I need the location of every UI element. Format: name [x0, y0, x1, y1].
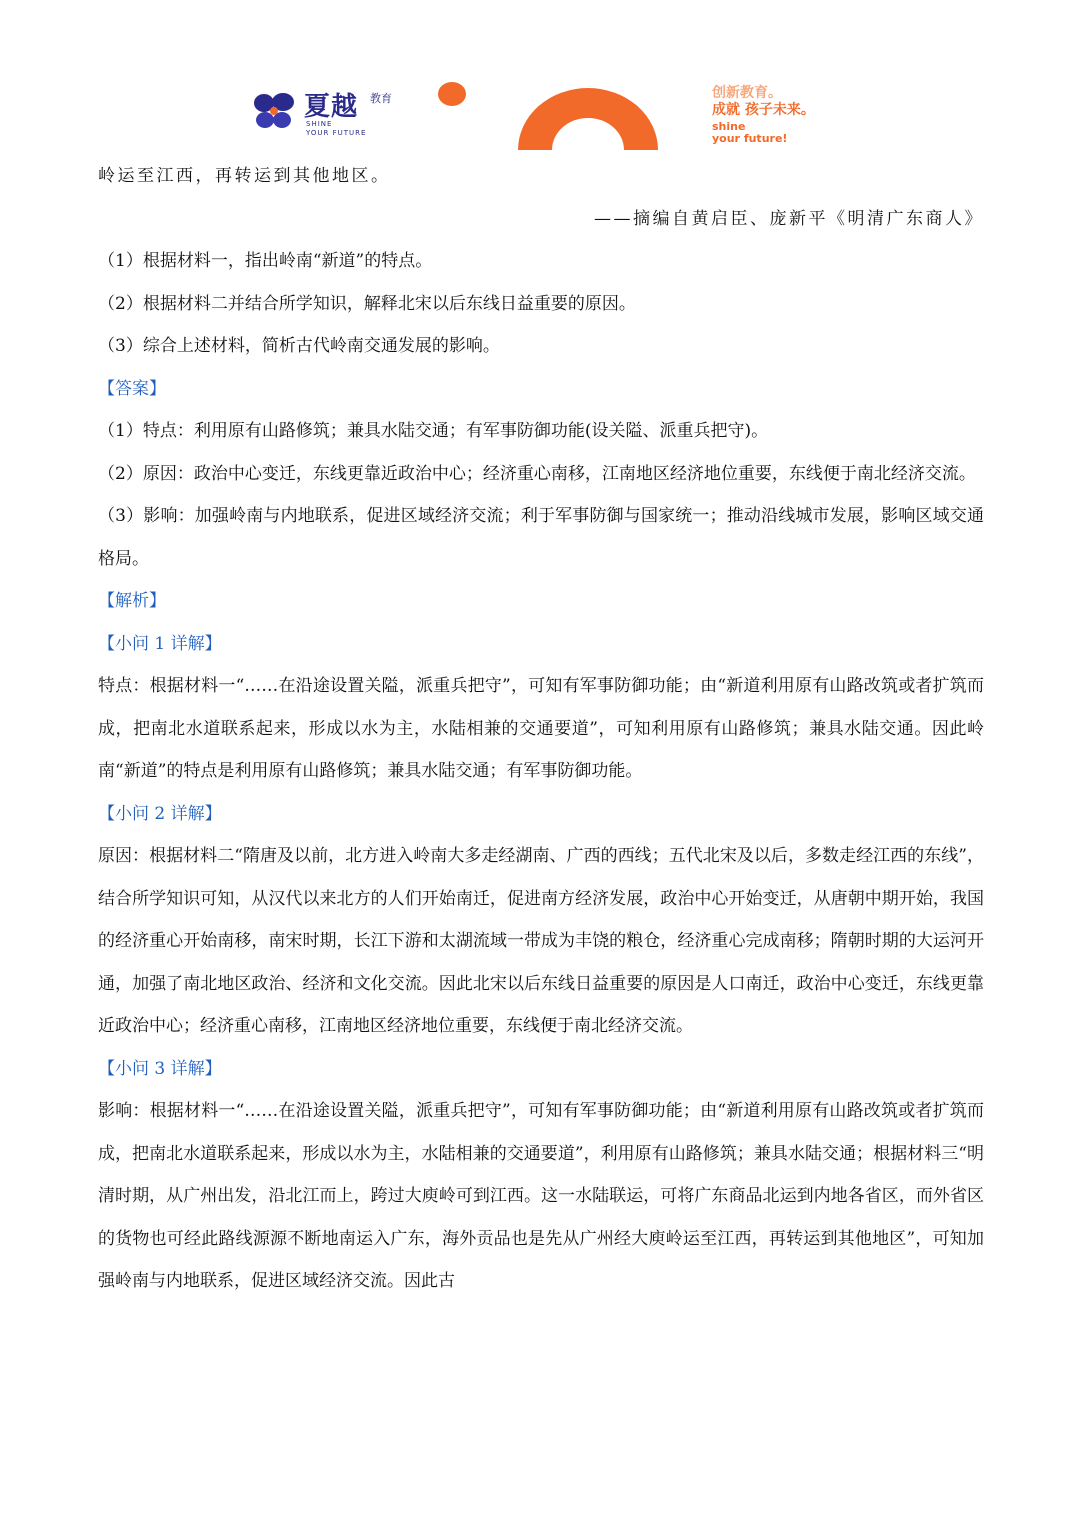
- answer-3: （3）影响：加强岭南与内地联系，促进区域经济交流；利于军事防御与国家统一；推动沿线城市发展，影响区域交通格局。: [98, 506, 984, 569]
- answer-2: （2）原因：政治中心变迁，东线更靠近政治中心；经济重心南移，江南地区经济地位重要，东线便于南北经济交流。: [98, 463, 976, 484]
- question-2: （2）根据材料二并结合所学知识，解释北宋以后东线日益重要的原因。: [98, 293, 636, 314]
- detail-1-heading: 【小问 1 详解】: [98, 633, 222, 654]
- detail-1-text: 特点：根据材料一“……在沿途设置关隘，派重兵把守”，可知有军事防御功能；由“新道利用原有山路改筑或者扩筑而成，把南北水道联系起来，形成以水为主，水陆相兼的交通要道”，可知利用原有山路修筑；兼具水陆交通。因此岭南“新道”的特点是利用原有山路修筑；兼具水陆交通；有军事防御功能。: [98, 676, 984, 781]
- slogan-line-2: 成就 孩子未来。: [712, 102, 815, 118]
- detail-3-text: 影响：根据材料一“……在沿途设置关隘，派重兵把守”，可知有军事防御功能；由“新道利用原有山路改筑或者扩筑而成，把南北水道联系起来，形成以水为主，水陆相兼的交通要道”，利用原有山路修筑；兼具水陆交通；根据材料三“明清时期，从广州出发，沿北江而上，跨过大庾岭可到江西。这一水陆联运，可将广东商品北运到内地各省区，而外省区的货物也可经此路线源源不断地南运入广东，海外贡品也是先从广州经大庾岭运至江西，再转运到其他地区”，可知加强岭南与内地联系，促进区域经济交流。因此古: [98, 1101, 984, 1291]
- brand-tagline-1: SHINE: [306, 120, 333, 128]
- brand-suffix: 教育: [370, 92, 392, 105]
- slogan-line-4: your future!: [712, 132, 788, 145]
- detail-3-heading: 【小问 3 详解】: [98, 1058, 222, 1079]
- material-continuation: 岭运至江西，再转运到其他地区。: [98, 166, 391, 186]
- answer-1: （1）特点：利用原有山路修筑；兼具水陆交通；有军事防御功能(设关隘、派重兵把守)。: [98, 421, 769, 441]
- orange-arch-decoration: [518, 88, 658, 150]
- question-1: （1）根据材料一，指出岭南“新道”的特点。: [98, 251, 433, 271]
- answer-heading: 【答案】: [98, 378, 166, 399]
- slogan-line-1: 创新教育。: [712, 85, 782, 101]
- brand-logo: [252, 86, 412, 142]
- butterfly-logo-icon: [252, 92, 296, 130]
- page-header: [0, 0, 1080, 150]
- orange-dot-decoration: [438, 82, 466, 106]
- material-source: ——摘编自黄启臣、庞新平《明清广东商人》: [594, 208, 984, 229]
- detail-2-text: 原因：根据材料二“隋唐及以前，北方进入岭南大多走经湖南、广西的西线；五代北宋及以后，多数走经江西的东线”，结合所学知识可知，从汉代以来北方的人们开始南迁，促进南方经济发展，政治中心开始变迁，从唐朝中期开始，我国的经济重心开始南移，南宋时期，长江下游和太湖流域一带成为丰饶的粮仓，经济重心完成南移；隋朝时期的大运河开通，加强了南北地区政治、经济和文化交流。因此北宋以后东线日益重要的原因是人口南迁，政治中心变迁，东线更靠近政治中心；经济重心南移，江南地区经济地位重要，东线便于南北经济交流。: [98, 846, 984, 1036]
- brand-tagline-2: YOUR FUTURE: [306, 129, 367, 137]
- slogan-line-3: shine: [712, 120, 746, 133]
- document-body: [98, 155, 984, 1303]
- brand-name: 夏越: [304, 92, 359, 122]
- slogan-block: [712, 86, 815, 144]
- question-3: （3）综合上述材料，简析古代岭南交通发展的影响。: [98, 336, 500, 356]
- analysis-heading: 【解析】: [98, 591, 166, 611]
- detail-2-heading: 【小问 2 详解】: [98, 803, 222, 824]
